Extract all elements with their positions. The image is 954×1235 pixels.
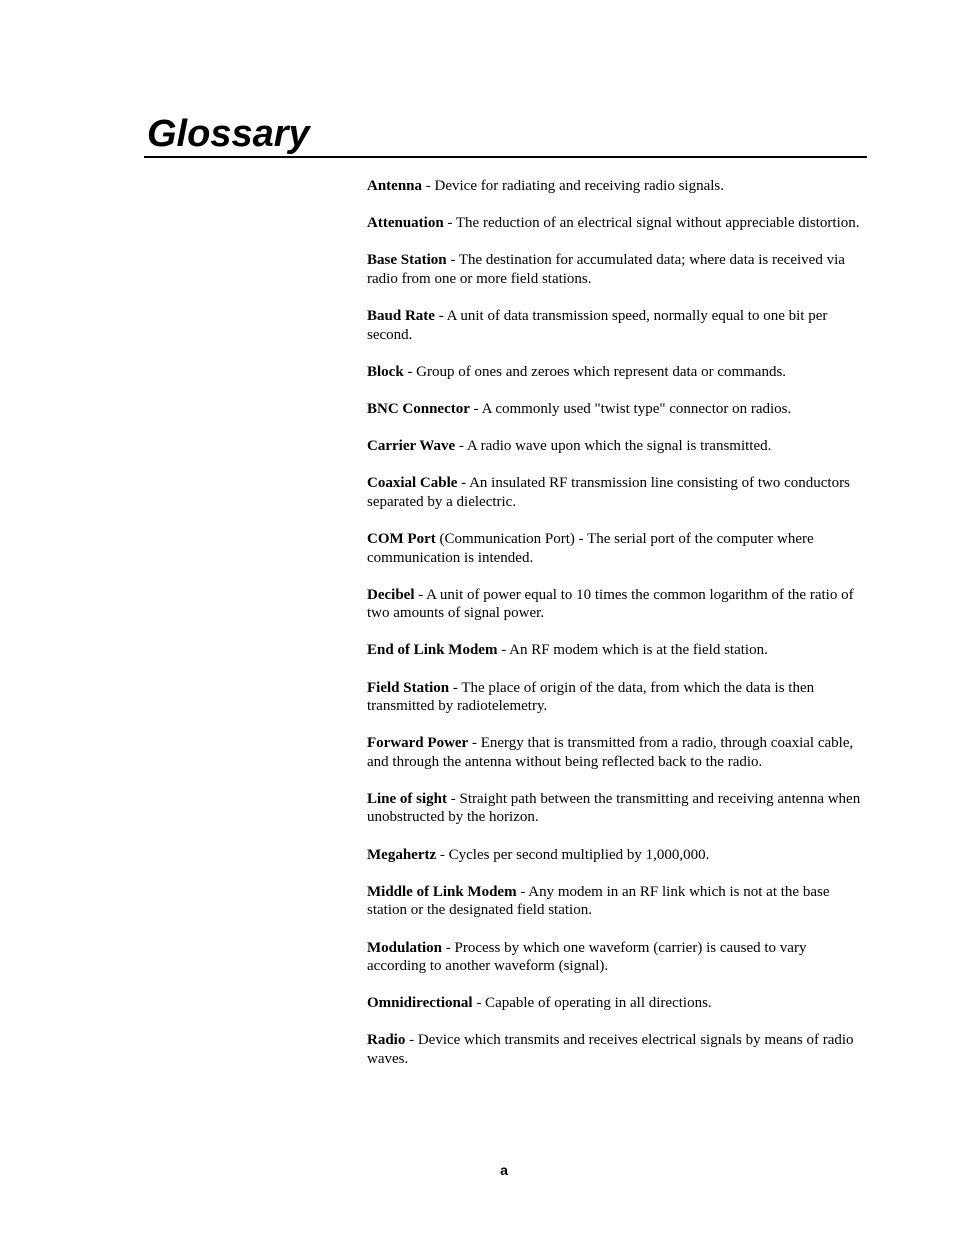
glossary-term: Baud Rate [367,308,435,325]
glossary-entry-block [367,363,862,382]
glossary-entry-middle-of-link-modem [367,883,862,920]
glossary-definition: (Communication Port) - The serial port of the computer where communication is intended. [367,531,814,566]
glossary-definition: - Process by which one waveform (carrier) is caused to vary according to another waveform (signal). [367,939,807,974]
glossary-definition: - The destination for accumulated data; where data is received via radio from one or more field stations. [367,252,845,287]
glossary-entry-field-station [367,679,862,716]
glossary-entry-omnidirectional [367,994,862,1013]
glossary-term: Radio [367,1032,406,1049]
glossary-entry-modulation [367,939,862,976]
glossary-term: Coaxial Cable [367,475,458,492]
glossary-term: Modulation [367,939,443,956]
glossary-term: Forward Power [367,735,469,752]
glossary-entry-com-port [367,530,862,567]
page-title: Glossary [147,113,310,155]
glossary-entry-bnc-connector [367,400,862,419]
glossary-entry-decibel [367,586,862,623]
glossary-definition: - Any modem in an RF link which is not at the base station or the designated field station. [367,883,830,919]
glossary-entry-carrier-wave [367,437,862,456]
glossary-definition: - A unit of power equal to 10 times the common logarithm of the ratio of two amounts of signal power. [367,586,854,622]
glossary-definition: - An insulated RF transmission line consisting of two conductors separated by a dielectric. [367,475,850,510]
glossary-definition: - The place of origin of the data, from which the data is then transmitted by radiotelemetry. [367,679,815,715]
glossary-list [367,177,862,1087]
glossary-definition: - A unit of data transmission speed, normally equal to one bit per second. [367,308,828,343]
glossary-entry-baud-rate [367,307,862,344]
glossary-definition: - Device which transmits and receives electrical signals by means of radio waves. [367,1032,854,1067]
glossary-term: Attenuation [367,215,444,232]
glossary-definition: - A commonly used "twist type" connector on radios. [469,400,792,417]
glossary-entry-base-station [367,251,862,288]
glossary-term: Decibel [367,586,415,603]
glossary-definition: - Energy that is transmitted from a radio, through coaxial cable, and through the antenna without being reflected back to the radio. [367,735,854,770]
glossary-definition: - The reduction of an electrical signal without appreciable distortion. [443,215,860,232]
glossary-entry-radio [367,1031,862,1068]
glossary-term: Field Station [367,679,450,696]
glossary-term: End of Link Modem [367,642,498,659]
glossary-definition: - Device for radiating and receiving radio signals. [422,178,724,194]
glossary-entry-coaxial-cable [367,474,862,511]
glossary-term: BNC Connector [367,400,470,417]
glossary-term: Line of sight [367,790,448,807]
glossary-entry-line-of-sight [367,790,862,827]
glossary-term: Omnidirectional [367,995,473,1012]
glossary-term: Megahertz [367,846,437,863]
glossary-entry-forward-power [367,734,862,771]
glossary-entry-end-of-link-modem [367,641,862,660]
page-number: a [500,1162,508,1178]
glossary-definition: - Straight path between the transmitting and receiving antenna when unobstructed by the horizon. [367,790,861,826]
glossary-term: Antenna [367,178,423,194]
glossary-definition: - A radio wave upon which the signal is transmitted. [455,438,772,455]
glossary-entry-attenuation [367,214,862,233]
glossary-entry-antenna [367,177,862,196]
glossary-term: COM Port [367,531,436,547]
glossary-definition: - Group of ones and zeroes which represent data or commands. [403,363,787,380]
glossary-term: Block [367,363,404,380]
glossary-definition: - An RF modem which is at the field station. [497,642,768,659]
glossary-term: Middle of Link Modem [367,883,517,900]
glossary-definition: - Capable of operating in all directions. [472,995,712,1012]
glossary-definition: - Cycles per second multiplied by 1,000,000. [436,846,710,863]
glossary-term: Carrier Wave [367,438,456,455]
glossary-term: Base Station [367,252,447,269]
glossary-entry-megahertz [367,846,862,865]
title-divider [144,156,867,158]
